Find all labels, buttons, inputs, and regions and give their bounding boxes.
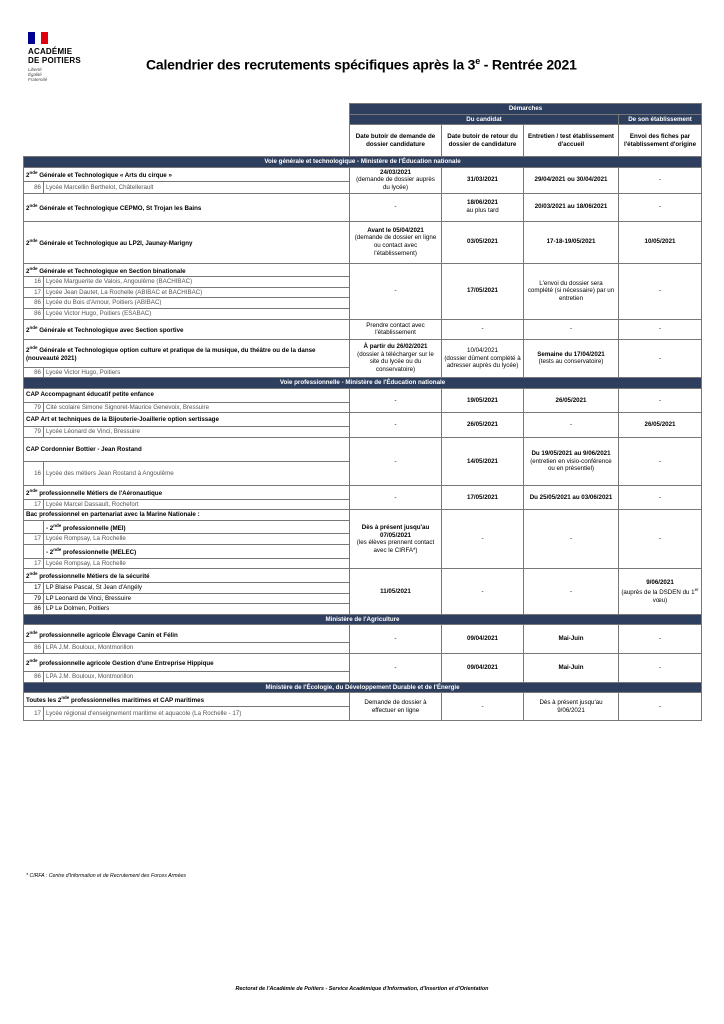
header-demarches: Démarches bbox=[350, 104, 702, 115]
school-name: LP Leonard de Vinci, Bressuire bbox=[44, 593, 350, 604]
cell-retour: - bbox=[442, 693, 524, 721]
logo-line-1: ACADÉMIE bbox=[28, 47, 73, 56]
row-title-cepmo: 2nde Générale et Technologique CEPMO, St Trojan les Bains bbox=[24, 193, 350, 221]
page-title: Calendrier des recrutements spécifiques après la 3e - Rentrée 2021 bbox=[146, 56, 577, 73]
dept-number: 17 bbox=[24, 534, 44, 545]
cell-envoi: - bbox=[619, 193, 702, 221]
cell-entretien: 29/04/2021 ou 30/04/2021 bbox=[524, 167, 619, 193]
cell-retour: 26/05/2021 bbox=[442, 413, 524, 438]
cell-entretien: 17-18-19/05/2021 bbox=[524, 221, 619, 263]
cell-entretien: 20/03/2021 au 18/06/2021 bbox=[524, 193, 619, 221]
marianne-flag-icon bbox=[28, 32, 48, 44]
cell-envoi: - bbox=[619, 388, 702, 413]
cell-envoi: - bbox=[619, 167, 702, 193]
school-name: Lycée du Bois d'Amour, Poitiers (ABIBAC) bbox=[44, 298, 350, 309]
row-title-entreprise-hippique: 2nde professionnelle agricole Gestion d'une Entreprise Hippique bbox=[24, 653, 350, 671]
row-title-maritimes: Toutes les 2nde professionnelles maritimes et CAP maritimes bbox=[24, 693, 350, 707]
section-header-general: Voie générale et technologique - Ministère de l'Éducation nationale bbox=[24, 157, 702, 168]
school-name: Lycée Marcel Dassault, Rochefort bbox=[44, 499, 350, 510]
cell-retour: 17/05/2021 bbox=[442, 263, 524, 319]
dept-number: 86 bbox=[24, 309, 44, 320]
cell-entretien: Mai-Juin bbox=[524, 653, 619, 682]
cell-envoi: - bbox=[619, 263, 702, 319]
row-title-elevage-canin: 2nde professionnelle agricole Élevage Canin et Félin bbox=[24, 625, 350, 643]
col-header-retour: Date butoir de retour du dossier de candidature bbox=[442, 125, 524, 157]
logo-motto: Liberté Égalité Fraternité bbox=[28, 67, 48, 82]
cell-envoi: - bbox=[619, 693, 702, 721]
cell-retour: 03/05/2021 bbox=[442, 221, 524, 263]
header-du-candidat: Du candidat bbox=[350, 114, 619, 125]
cell-retour: - bbox=[442, 319, 524, 339]
school-name: LP Le Dolmen, Poitiers bbox=[44, 604, 350, 615]
cell-retour: 19/05/2021 bbox=[442, 388, 524, 413]
cell-envoi: 26/05/2021 bbox=[619, 413, 702, 438]
cell-demande: À partir du 26/02/2021 (dossier à télécharger sur le site du lycée ou du conservatoire) bbox=[350, 339, 442, 378]
cell-envoi: 10/05/2021 bbox=[619, 221, 702, 263]
cell-entretien: Semaine du 17/04/2021 (tests au conservatoire) bbox=[524, 339, 619, 378]
row-title-musique-theatre-danse: 2nde Générale et Technologique option culture et pratique de la musique, du théâtre ou de la danse (nouveauté 2021) bbox=[24, 339, 350, 367]
cell-envoi: - bbox=[619, 510, 702, 569]
cell-entretien: L'envoi du dossier sera complété (si nécessaire) par un entretien bbox=[524, 263, 619, 319]
school-name: Lycée Victor Hugo, Poitiers bbox=[44, 367, 350, 378]
cell-retour: 14/05/2021 bbox=[442, 437, 524, 485]
cell-envoi: - bbox=[619, 319, 702, 339]
dept-number: 16 bbox=[24, 461, 44, 485]
cell-entretien: Dès à présent jusqu'au 9/06/2021 bbox=[524, 693, 619, 721]
dept-number: 17 bbox=[24, 558, 44, 569]
cell-demande: - bbox=[350, 388, 442, 413]
cell-retour: 18/06/2021 au plus tard bbox=[442, 193, 524, 221]
row-title-arts-cirque: 2nde Générale et Technologique « Arts du cirque » bbox=[24, 167, 350, 182]
cell-entretien: - bbox=[524, 413, 619, 438]
academie-logo bbox=[28, 32, 100, 82]
col-header-demande: Date butoir de demande de dossier candidature bbox=[350, 125, 442, 157]
cell-entretien: - bbox=[524, 569, 619, 614]
cell-retour: 09/04/2021 bbox=[442, 625, 524, 654]
cell-envoi: 9/06/2021 (auprès de la DSDEN du 1er vœu) bbox=[619, 569, 702, 614]
cell-demande: - bbox=[350, 263, 442, 319]
recruitment-calendar-table bbox=[23, 103, 702, 721]
row-title-lp2i: 2nde Générale et Technologique au LP2I, Jaunay-Marigny bbox=[24, 221, 350, 263]
dept-number: 79 bbox=[24, 427, 44, 438]
school-name: Lycée Victor Hugo, Poitiers (ESABAC) bbox=[44, 309, 350, 320]
section-header-ecologie: Ministère de l'Écologie, du Développement Durable et de l'Énergie bbox=[24, 682, 702, 693]
dept-number: 86 bbox=[24, 182, 44, 193]
cell-retour: 17/05/2021 bbox=[442, 485, 524, 509]
row-option-melec: - 2nde professionnelle (MELEC) bbox=[44, 545, 350, 559]
school-name: Lycée Rompsay, La Rochelle bbox=[44, 558, 350, 569]
logo-line-2: DE POITIERS bbox=[28, 56, 81, 65]
school-name: Lycée Léonard de Vinci, Bressuire bbox=[44, 427, 350, 438]
cell-demande: Avant le 05/04/2021 (demande de dossier en ligne ou contact avec l'établissement) bbox=[350, 221, 442, 263]
cell-entretien: Du 19/05/2021 au 9/06/2021 (entretien en visio-conférence ou en présentiel) bbox=[524, 437, 619, 485]
row-title-securite: 2nde professionnelle Métiers de la sécurité bbox=[24, 569, 350, 583]
row-option-mei: - 2nde professionnelle (MEI) bbox=[44, 520, 350, 534]
school-name: Cité scolaire Simone Signoret-Maurice Genevoix, Bressuire bbox=[44, 402, 350, 413]
cell-demande: 24/03/2021 (demande de dossier auprès du lycée) bbox=[350, 167, 442, 193]
cell-envoi: - bbox=[619, 653, 702, 682]
dept-number: 17 bbox=[24, 499, 44, 510]
school-name: LPA J.M. Bouloux, Montmorillon bbox=[44, 671, 350, 682]
dept-number: 79 bbox=[24, 402, 44, 413]
cell-demande: Prendre contact avec l'établissement bbox=[350, 319, 442, 339]
cell-retour: 09/04/2021 bbox=[442, 653, 524, 682]
dept-number: 86 bbox=[24, 367, 44, 378]
row-title-binationale: 2nde Générale et Technologique en Section binationale bbox=[24, 263, 350, 277]
cell-demande: 11/05/2021 bbox=[350, 569, 442, 614]
row-title-cap-cordonnier: CAP Cordonnier Bottier - Jean Rostand bbox=[24, 437, 350, 461]
row-title-aeronautique: 2nde professionnelle Métiers de l'Aéronautique bbox=[24, 485, 350, 499]
cell-retour: - bbox=[442, 569, 524, 614]
cell-demande: - bbox=[350, 485, 442, 509]
page-footer: Rectorat de l'Académie de Poitiers - Service Académique d'Information, d'Insertion et d'Orientation bbox=[235, 986, 489, 992]
cirfa-footnote: * CIRFA : Centre d'Information et de Recrutement des Forces Armées bbox=[26, 873, 186, 879]
cell-entretien: Mai-Juin bbox=[524, 625, 619, 654]
cell-entretien: - bbox=[524, 510, 619, 569]
cell-demande: - bbox=[350, 653, 442, 682]
school-name: LP Blaise Pascal, St Jean d'Angély bbox=[44, 582, 350, 593]
cell-retour: 31/03/2021 bbox=[442, 167, 524, 193]
row-title-cap-petite-enfance: CAP Accompagnant éducatif petite enfance bbox=[24, 388, 350, 402]
school-name: Lycée Marcellin Berthelot, Châtellerault bbox=[44, 182, 350, 193]
cell-envoi: - bbox=[619, 339, 702, 378]
row-title-cap-bijouterie: CAP Art et techniques de la Bijouterie-Joaillerie option sertissage bbox=[24, 413, 350, 427]
dept-number: 79 bbox=[24, 593, 44, 604]
dept-number: 17 bbox=[24, 707, 44, 721]
school-name: LPA J.M. Bouloux, Montmorillon bbox=[44, 643, 350, 654]
dept-number: 17 bbox=[24, 582, 44, 593]
dept-number: 16 bbox=[24, 277, 44, 288]
section-header-professionnelle: Voie professionnelle - Ministère de l'Éducation nationale bbox=[24, 378, 702, 389]
col-header-envoi: Envoi des fiches par l'établissement d'origine bbox=[619, 125, 702, 157]
cell-retour: - bbox=[442, 510, 524, 569]
cell-demande: - bbox=[350, 193, 442, 221]
cell-demande: - bbox=[350, 625, 442, 654]
section-header-agriculture: Ministère de l'Agriculture bbox=[24, 614, 702, 625]
school-name: Lycée Marguerite de Valois, Angoulême (BACHIBAC) bbox=[44, 277, 350, 288]
school-name: Lycée des métiers Jean Rostand à Angoulême bbox=[44, 461, 350, 485]
row-title-section-sportive: 2nde Générale et Technologique avec Section sportive bbox=[24, 319, 350, 339]
school-name: Lycée Jean Dautet, La Rochelle (ABIBAC et BACHIBAC) bbox=[44, 287, 350, 298]
cell-retour: 10/04/2021 (dossier dûment complété à adresser auprès du lycée) bbox=[442, 339, 524, 378]
cell-demande: Dès à présent jusqu'au 07/05/2021 (les élèves prennent contact avec le CIRFA*) bbox=[350, 510, 442, 569]
dept-number: 86 bbox=[24, 643, 44, 654]
dept-number: 17 bbox=[24, 287, 44, 298]
header-de-son-etablissement: De son établissement bbox=[619, 114, 702, 125]
dept-number: 86 bbox=[24, 298, 44, 309]
cell-entretien: 26/05/2021 bbox=[524, 388, 619, 413]
dept-number: 86 bbox=[24, 604, 44, 615]
cell-envoi: - bbox=[619, 485, 702, 509]
cell-demande: Demande de dossier à effectuer en ligne bbox=[350, 693, 442, 721]
cell-entretien: Du 25/05/2021 au 03/06/2021 bbox=[524, 485, 619, 509]
school-name: Lycée Rompsay, La Rochelle bbox=[44, 534, 350, 545]
row-title-marine-nationale: Bac professionnel en partenariat avec la Marine Nationale : bbox=[24, 510, 350, 521]
dept-number: 86 bbox=[24, 671, 44, 682]
cell-envoi: - bbox=[619, 625, 702, 654]
cell-demande: - bbox=[350, 413, 442, 438]
col-header-entretien: Entretien / test établissement d'accueil bbox=[524, 125, 619, 157]
cell-envoi: - bbox=[619, 437, 702, 485]
cell-entretien: - bbox=[524, 319, 619, 339]
cell-demande: - bbox=[350, 437, 442, 485]
school-name: Lycée régional d'enseignement maritime et aquacole (La Rochelle - 17) bbox=[44, 707, 350, 721]
